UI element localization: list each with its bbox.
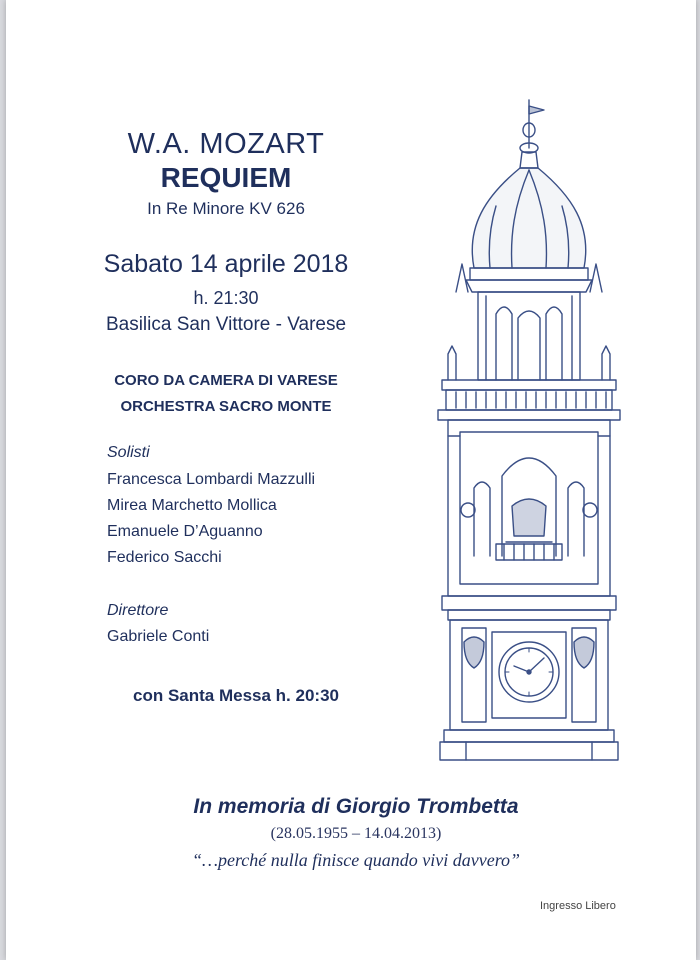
- work-title: REQUIEM: [160, 162, 292, 193]
- mass-time: con Santa Messa h. 20:30: [133, 686, 339, 705]
- conductor-name: Gabriele Conti: [107, 628, 210, 645]
- soloists-label: Solisti: [107, 444, 150, 461]
- concert-venue: Basilica San Vittore - Varese: [105, 314, 347, 335]
- free-entry-note: Ingresso Libero: [540, 900, 616, 912]
- poster-page: [6, 0, 696, 960]
- orchestra-name: ORCHESTRA SACRO MONTE: [120, 398, 332, 415]
- memorial-quote: “…perché nulla finisce quando vivi davvero”: [191, 850, 521, 870]
- composer-name: W.A. MOZART: [127, 128, 325, 160]
- work-key: In Re Minore KV 626: [147, 199, 305, 218]
- soloist-name: Federico Sacchi: [107, 549, 222, 566]
- soloist-name: Francesca Lombardi Mazzulli: [107, 471, 316, 488]
- soloist-name: Emanuele D’Aguanno: [107, 523, 263, 540]
- bell-tower-illustration: [426, 96, 626, 764]
- conductor-label: Direttore: [107, 602, 169, 619]
- concert-time: h. 21:30: [193, 288, 259, 308]
- concert-date: Sabato 14 aprile 2018: [103, 250, 349, 278]
- choir-name: CORO DA CAMERA DI VARESE: [114, 372, 338, 389]
- soloist-name: Mirea Marchetto Mollica: [107, 497, 277, 514]
- memorial-dates: (28.05.1955 – 14.04.2013): [270, 825, 442, 842]
- memorial-title: In memoria di Giorgio Trombetta: [193, 795, 519, 818]
